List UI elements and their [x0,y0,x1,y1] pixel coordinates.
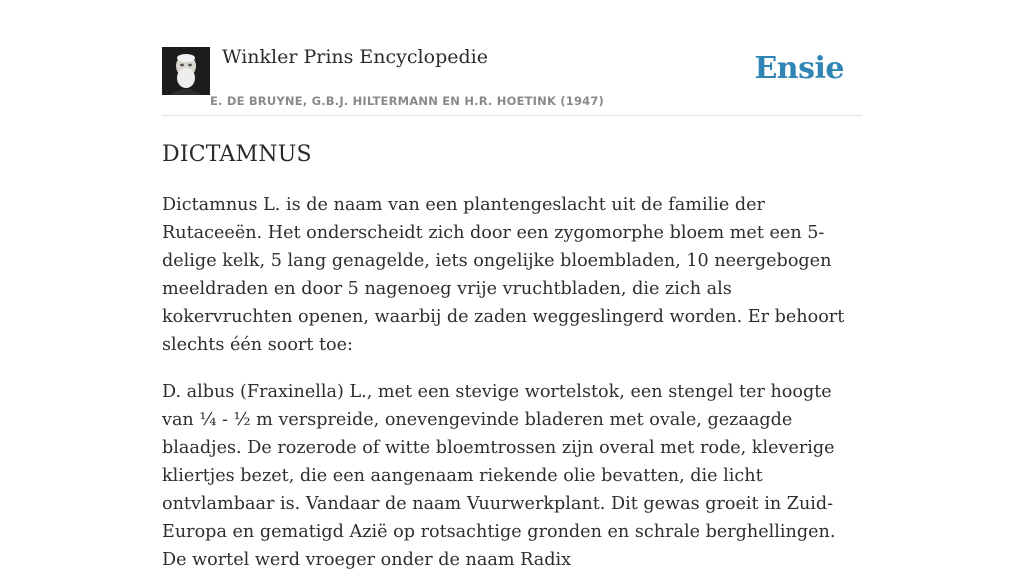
authors-line: E. DE BRUYNE, G.B.J. HILTERMANN EN H.R. HOETINK (1947) [210,94,605,108]
article-paragraph: D. albus (Fraxinella) L., met een stevige wortelstok, een stengel ter hoogte van ¼ - ½ m verspreide, onevengevinde bladeren met ovale, gezaagde blaadjes. De rozerode of witte bloemtrossen zijn overal met rode, kleverige kliertjes bezet, die een aangenaam riekende olie bevatten, die licht ontvlambaar is. Vandaar de naam Vuurwerkplant. Dit gewas groeit in Zuid-Europa en gematigd Azië op rotsachtige gronden en schrale berghellingen. De wortel werd vroeger onder de naam Radix [162,382,836,570]
page [162,0,862,570]
article-body [162,191,862,574]
entry-title: DICTAMNUS [162,142,312,167]
header [162,0,862,116]
portrait-avatar-icon[interactable] [162,47,210,95]
article-paragraph: Dictamnus L. is de naam van een plantengeslacht uit de familie der Rutaceeën. Het onderscheidt zich door een zygomorphe bloem met een 5-delige kelk, 5 lang genagelde, iets ongelijke bloembladen, 10 neergebogen meeldraden en door 5 nagenoeg vrije vruchtbladen, die zich als kokervruchten openen, waarbij de zaden weggeslingerd worden. Er behoort slechts één soort toe: [162,195,845,355]
site-title[interactable]: Winkler Prins Encyclopedie [222,46,488,68]
ensie-logo[interactable]: Ensie [754,51,844,86]
